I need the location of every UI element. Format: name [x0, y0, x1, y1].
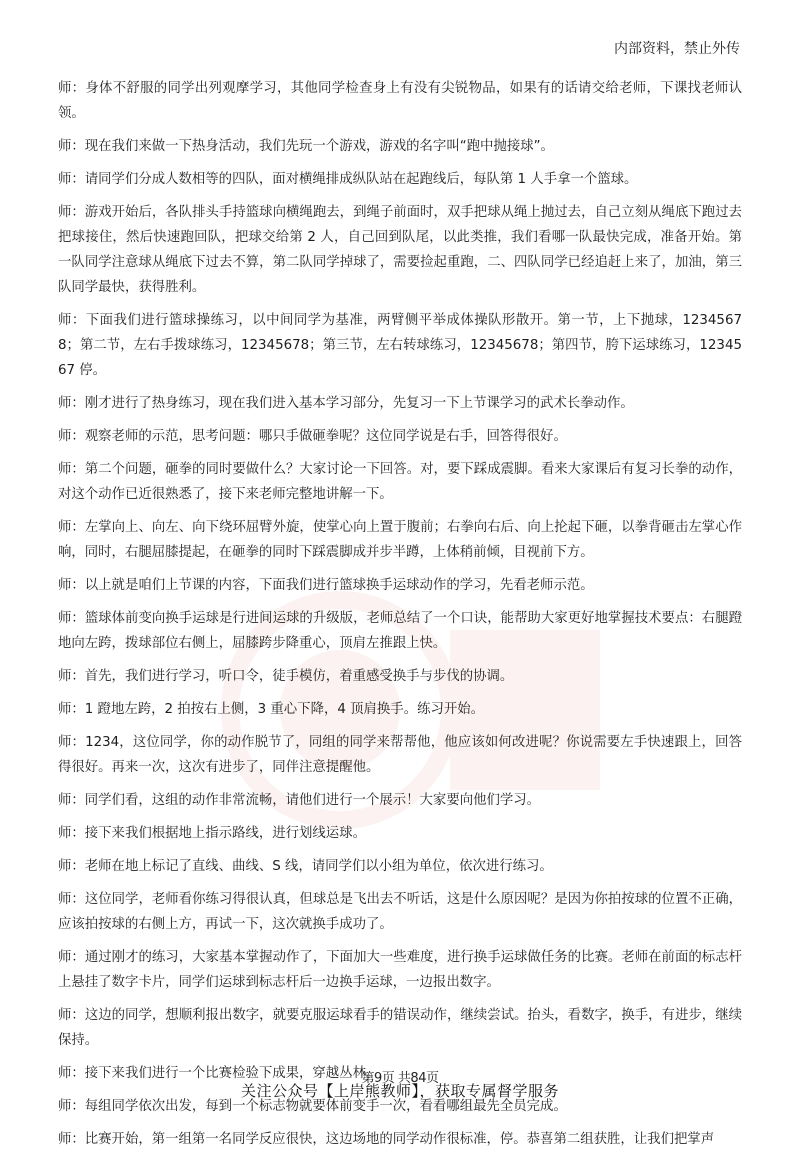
- document-body: [58, 76, 742, 1160]
- paragraph: 师：比赛开始，第一组第一名同学反应很快，这边场地的同学动作很标准，停。恭喜第二组获胜，让我们把掌声: [58, 1132, 715, 1147]
- paragraph: 师：篮球体前变向换手运球是行进间运球的升级版，老师总结了一个口诀，能帮助大家更好地掌握技术要点：右腿蹬地向左跨，拨球部位右侧上，屈膝跨步降重心，顶肩左推跟上快。: [58, 611, 742, 651]
- page-number: 第9页 共84页: [361, 1071, 439, 1086]
- paragraph: 师：观察老师的示范，思考问题：哪只手做砸拳呢？这位同学说是右手，回答得很好。: [58, 429, 567, 444]
- paragraph: 师：游戏开始后，各队排头手持篮球向横绳跑去，到绳子前面时，双手把球从绳上抛过去，自己立刻从绳底下跑过去把球接住，然后快速跑回队，把球交给第 2 人，自己回到队尾，以此类推，我们看哪一队最快完成，准备开始。第一队同学注意球从绳底下过去不算，第二队同学掉球了，需要捡起重跑，二、四队同学已经追赶上来了，加油，第三队同学最快，获得胜利。: [58, 205, 742, 295]
- paragraph: 师：1234，这位同学，你的动作脱节了，同组的同学来帮帮他，他应该如何改进呢？你说需要左手快速跟上，回答得很好。再来一次，这次有进步了，同伴注意提醒他。: [58, 735, 742, 775]
- paragraph: 师：通过刚才的练习，大家基本掌握动作了，下面加大一些难度，进行换手运球做任务的比赛。老师在前面的标志杆上悬挂了数字卡片，同学们运球到标志杆后一边换手运球，一边报出数字。: [58, 950, 742, 990]
- paragraph: 师：1 蹬地左跨，2 拍按右上侧，3 重心下降，4 顶肩换手。练习开始。: [58, 702, 485, 717]
- paragraph: 师：老师在地上标记了直线、曲线、S 线，请同学们以小组为单位，依次进行练习。: [58, 859, 553, 874]
- paragraph: 师：同学们看，这组的动作非常流畅，请他们进行一个展示！大家要向他们学习。: [58, 793, 541, 808]
- footer-promo: 关注公众号【上岸熊教师】，获取专属督学服务: [240, 1082, 559, 1100]
- paragraph: 师：刚才进行了热身练习，现在我们进入基本学习部分，先复习一下上节课学习的武术长拳动作。: [58, 396, 634, 411]
- paragraph: 师：左掌向上、向左、向下绕环屈臂外旋，使掌心向上置于腹前；右拳向右后、向上抡起下砸，以拳背砸击左掌心作响，同时，右腿屈膝提起，在砸拳的同时下踩震脚成并步半蹲，上体稍前倾，目视前下方。: [58, 520, 742, 560]
- paragraph: 师：首先，我们进行学习，听口令，徒手模仿，着重感受换手与步伐的协调。: [58, 669, 514, 684]
- paragraph: 师：这边的同学，想顺利报出数字，就要克服运球看手的错误动作，继续尝试。抬头，看数字，换手，有进步，继续保持。: [58, 1008, 742, 1048]
- paragraph: 师：身体不舒服的同学出列观摩学习，其他同学检查身上有没有尖锐物品，如果有的话请交给老师，下课找老师认领。: [58, 81, 742, 121]
- paragraph: 师：接下来我们进行一个比赛检验下成果，穿越丛林。: [58, 1066, 380, 1081]
- confidential-notice: 内部资料，禁止外传: [614, 41, 740, 57]
- paragraph: 师：每组同学依次出发，每到一个标志物就要体前变手一次，看看哪组最先全员完成。: [58, 1099, 567, 1114]
- paragraph: 师：现在我们来做一下热身活动，我们先玩一个游戏，游戏的名字叫“跑中抛接球”。: [58, 139, 554, 154]
- paragraph: 师：第二个问题，砸拳的同时要做什么？大家讨论一下回答。对，要下踩成震脚。看来大家课后有复习长拳的动作，对这个动作已近很熟悉了，接下来老师完整地讲解一下。: [58, 462, 742, 502]
- paragraph: 师：请同学们分成人数相等的四队，面对横绳排成纵队站在起跑线后，每队第 1 人手拿一个篮球。: [58, 172, 638, 187]
- paragraph: 师：下面我们进行篮球操练习，以中间同学为基准，两臂侧平举成体操队形散开。第一节，上下抛球，12345678；第二节，左右手拨球练习，12345678；第三节，左右转球练习，12345678；第四节，胯下运球练习，1234567 停。: [58, 313, 742, 378]
- paragraph: 师：以上就是咱们上节课的内容，下面我们进行篮球换手运球动作的学习，先看老师示范。: [58, 578, 594, 593]
- paragraph: 师：接下来我们根据地上指示路线，进行划线运球。: [58, 826, 366, 841]
- paragraph: 师：这位同学，老师看你练习得很认真，但球总是飞出去不听话，这是什么原因呢？是因为你拍按球的位置不正确，应该拍按球的右侧上方，再试一下，这次就换手成功了。: [58, 892, 742, 932]
